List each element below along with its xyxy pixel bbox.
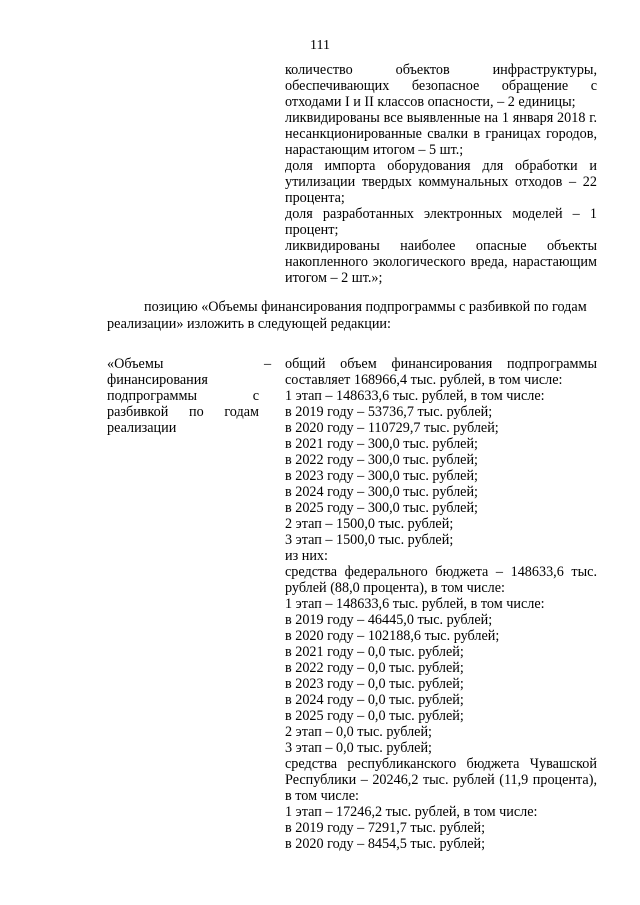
indicator-item: доля разработанных электронных моделей – 1 процент; (285, 206, 597, 238)
financing-details (285, 356, 597, 852)
financing-line: 2 этап – 0,0 тыс. рублей; (285, 724, 432, 740)
financing-line: 3 этап – 1500,0 тыс. рублей; (285, 532, 454, 548)
financing-line: в 2022 году – 0,0 тыс. рублей; (285, 660, 464, 676)
page-number: 111 (310, 38, 330, 53)
dash-separator: – (264, 356, 272, 372)
financing-line: в 2025 году – 0,0 тыс. рублей; (285, 708, 464, 724)
financing-line: 2 этап – 1500,0 тыс. рублей; (285, 516, 454, 532)
financing-line: в 2019 году – 53736,7 тыс. рублей; (285, 404, 493, 420)
financing-line: 1 этап – 148633,6 тыс. рублей, в том числе: (285, 388, 545, 404)
indicator-item: доля импорта оборудования для обработки и утилизации твердых коммунальных отходов – 22 процента; (285, 158, 597, 206)
financing-line: общий объем финансирования подпрограммы составляет 168966,4 тыс. рублей, в том числе: (285, 356, 597, 388)
financing-line: в 2020 году – 8454,5 тыс. рублей; (285, 836, 486, 852)
financing-line: в 2021 году – 300,0 тыс. рублей; (285, 436, 478, 452)
financing-line: 3 этап – 0,0 тыс. рублей; (285, 740, 432, 756)
indicator-item: ликвидированы все выявленные на 1 января 2018 г. несанкционированные свалки в границах городов, нарастающим итогом – 5 шт.; (285, 110, 597, 158)
financing-line: в 2022 году – 300,0 тыс. рублей; (285, 452, 478, 468)
financing-line: в 2020 году – 102188,6 тыс. рублей; (285, 628, 500, 644)
intro-paragraph-continuation: реализации» изложить в следующей редакции: (107, 316, 391, 332)
financing-line: в 2024 году – 300,0 тыс. рублей; (285, 484, 478, 500)
financing-line: в 2019 году – 46445,0 тыс. рублей; (285, 612, 493, 628)
financing-line: средства федерального бюджета – 148633,6 тыс. рублей (88,0 процента), в том числе: (285, 564, 597, 596)
financing-line: в 2025 году – 300,0 тыс. рублей; (285, 500, 478, 516)
financing-line: 1 этап – 148633,6 тыс. рублей, в том числе: (285, 596, 545, 612)
financing-line: 1 этап – 17246,2 тыс. рублей, в том числе: (285, 804, 538, 820)
indicator-list (285, 62, 597, 286)
intro-paragraph: позицию «Объемы финансирования подпрограммы с разбивкой по годам (144, 299, 587, 315)
financing-line: в 2024 году – 0,0 тыс. рублей; (285, 692, 464, 708)
financing-line: в 2023 году – 0,0 тыс. рублей; (285, 676, 464, 692)
financing-label: «Объемы финансирования подпрограммы с разбивкой по годам реализации (107, 356, 259, 436)
financing-line: в 2019 году – 7291,7 тыс. рублей; (285, 820, 486, 836)
indicator-item: ликвидированы наиболее опасные объекты накопленного экологического вреда, нарастающим итогом – 2 шт.»; (285, 238, 597, 286)
financing-line: в 2021 году – 0,0 тыс. рублей; (285, 644, 464, 660)
financing-line: в 2023 году – 300,0 тыс. рублей; (285, 468, 478, 484)
indicator-item: количество объектов инфраструктуры, обеспечивающих безопасное обращение с отходами I и II классов опасности, – 2 единицы; (285, 62, 597, 110)
financing-line: в 2020 году – 110729,7 тыс. рублей; (285, 420, 499, 436)
financing-line: из них: (285, 548, 328, 564)
financing-line: средства республиканского бюджета Чувашской Республики – 20246,2 тыс. рублей (11,9 процента), в том числе: (285, 756, 597, 804)
